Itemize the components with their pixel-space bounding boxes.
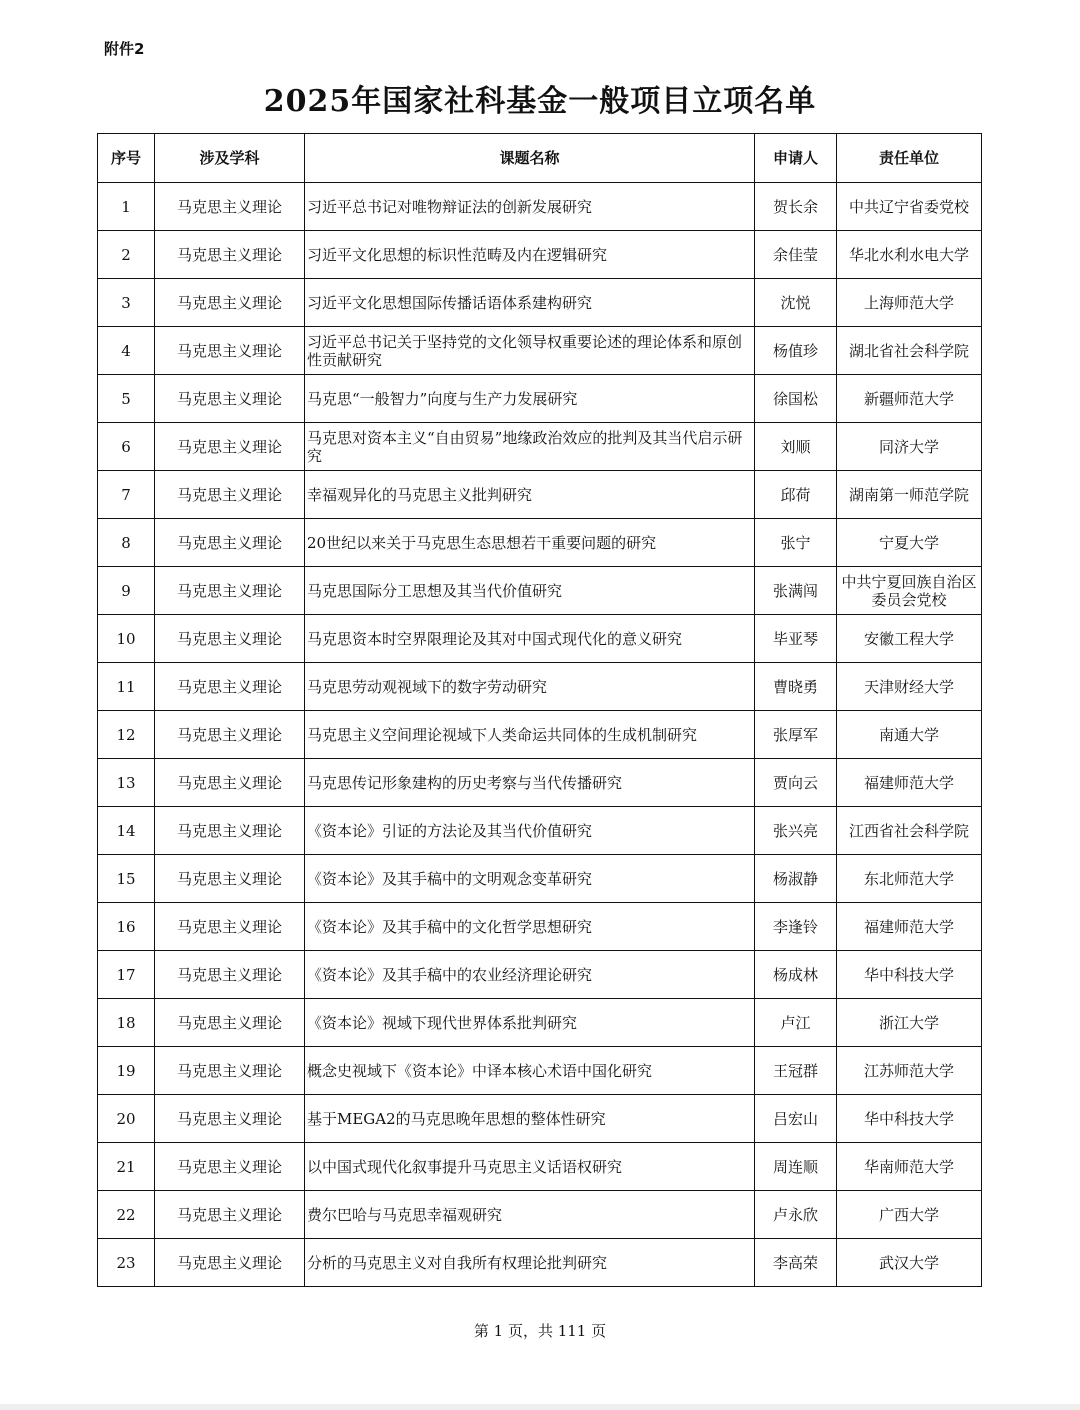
row-topic: 马克思国际分工思想及其当代价值研究 xyxy=(305,567,755,615)
row-applicant: 李逢铃 xyxy=(755,903,837,951)
row-institution: 湖南第一师范学院 xyxy=(837,471,982,519)
row-index: 11 xyxy=(98,663,155,711)
table-row xyxy=(98,1191,982,1239)
row-applicant: 张满闯 xyxy=(755,567,837,615)
row-institution: 东北师范大学 xyxy=(837,855,982,903)
row-index: 8 xyxy=(98,519,155,567)
table-row xyxy=(98,807,982,855)
row-topic: 以中国式现代化叙事提升马克思主义话语权研究 xyxy=(305,1143,755,1191)
row-index: 21 xyxy=(98,1143,155,1191)
table-row xyxy=(98,327,982,375)
row-subject: 马克思主义理论 xyxy=(155,663,305,711)
row-subject: 马克思主义理论 xyxy=(155,1095,305,1143)
row-institution: 华南师范大学 xyxy=(837,1143,982,1191)
table-row xyxy=(98,855,982,903)
row-institution: 中共辽宁省委党校 xyxy=(837,183,982,231)
row-topic: 习近平文化思想国际传播话语体系建构研究 xyxy=(305,279,755,327)
row-subject: 马克思主义理论 xyxy=(155,759,305,807)
header-index: 序号 xyxy=(98,134,155,183)
row-institution: 武汉大学 xyxy=(837,1239,982,1287)
row-subject: 马克思主义理论 xyxy=(155,567,305,615)
table-row xyxy=(98,1239,982,1287)
row-topic: 马克思主义空间理论视域下人类命运共同体的生成机制研究 xyxy=(305,711,755,759)
row-topic: 20世纪以来关于马克思生态思想若干重要问题的研究 xyxy=(305,519,755,567)
row-institution: 宁夏大学 xyxy=(837,519,982,567)
row-applicant: 贺长余 xyxy=(755,183,837,231)
table-row xyxy=(98,1095,982,1143)
row-index: 1 xyxy=(98,183,155,231)
header-topic: 课题名称 xyxy=(305,134,755,183)
row-subject: 马克思主义理论 xyxy=(155,183,305,231)
table-row xyxy=(98,1047,982,1095)
row-institution: 福建师范大学 xyxy=(837,903,982,951)
row-applicant: 吕宏山 xyxy=(755,1095,837,1143)
row-subject: 马克思主义理论 xyxy=(155,231,305,279)
page-footer: 第 1 页，共 111 页 xyxy=(473,1322,607,1340)
row-topic: 《资本论》及其手稿中的农业经济理论研究 xyxy=(305,951,755,999)
row-index: 19 xyxy=(98,1047,155,1095)
table-row xyxy=(98,231,982,279)
row-applicant: 杨成林 xyxy=(755,951,837,999)
row-institution: 浙江大学 xyxy=(837,999,982,1047)
row-institution: 新疆师范大学 xyxy=(837,375,982,423)
table-row xyxy=(98,615,982,663)
row-institution: 上海师范大学 xyxy=(837,279,982,327)
row-institution: 江苏师范大学 xyxy=(837,1047,982,1095)
table-row xyxy=(98,663,982,711)
row-topic: 习近平总书记关于坚持党的文化领导权重要论述的理论体系和原创性贡献研究 xyxy=(305,327,755,375)
table-row xyxy=(98,903,982,951)
row-topic: 《资本论》视域下现代世界体系批判研究 xyxy=(305,999,755,1047)
row-subject: 马克思主义理论 xyxy=(155,327,305,375)
row-institution: 同济大学 xyxy=(837,423,982,471)
row-topic: 基于MEGA2的马克思晚年思想的整体性研究 xyxy=(305,1095,755,1143)
row-topic: 费尔巴哈与马克思幸福观研究 xyxy=(305,1191,755,1239)
row-index: 5 xyxy=(98,375,155,423)
table-body xyxy=(98,183,982,1287)
row-institution: 江西省社会科学院 xyxy=(837,807,982,855)
table-row xyxy=(98,471,982,519)
row-subject: 马克思主义理论 xyxy=(155,1239,305,1287)
row-index: 13 xyxy=(98,759,155,807)
row-institution: 华中科技大学 xyxy=(837,951,982,999)
row-topic: 分析的马克思主义对自我所有权理论批判研究 xyxy=(305,1239,755,1287)
table-row xyxy=(98,759,982,807)
table-row xyxy=(98,519,982,567)
header-applicant: 申请人 xyxy=(755,134,837,183)
row-institution: 福建师范大学 xyxy=(837,759,982,807)
row-applicant: 张宁 xyxy=(755,519,837,567)
row-applicant: 徐国松 xyxy=(755,375,837,423)
row-subject: 马克思主义理论 xyxy=(155,807,305,855)
row-applicant: 刘顺 xyxy=(755,423,837,471)
row-applicant: 杨值珍 xyxy=(755,327,837,375)
row-applicant: 张厚军 xyxy=(755,711,837,759)
row-subject: 马克思主义理论 xyxy=(155,855,305,903)
row-topic: 马克思传记形象建构的历史考察与当代传播研究 xyxy=(305,759,755,807)
row-subject: 马克思主义理论 xyxy=(155,519,305,567)
row-topic: 马克思对资本主义“自由贸易”地缘政治效应的批判及其当代启示研究 xyxy=(305,423,755,471)
row-applicant: 王冠群 xyxy=(755,1047,837,1095)
row-applicant: 李高荣 xyxy=(755,1239,837,1287)
row-index: 20 xyxy=(98,1095,155,1143)
row-topic: 概念史视域下《资本论》中译本核心术语中国化研究 xyxy=(305,1047,755,1095)
row-applicant: 邱荷 xyxy=(755,471,837,519)
row-institution: 湖北省社会科学院 xyxy=(837,327,982,375)
table-row xyxy=(98,711,982,759)
document-title: 2025年国家社科基金一般项目立项名单 xyxy=(263,84,817,119)
header-institution: 责任单位 xyxy=(837,134,982,183)
row-subject: 马克思主义理论 xyxy=(155,1047,305,1095)
row-institution: 安徽工程大学 xyxy=(837,615,982,663)
row-applicant: 毕亚琴 xyxy=(755,615,837,663)
table-row xyxy=(98,567,982,615)
table-row xyxy=(98,183,982,231)
row-topic: 习近平文化思想的标识性范畴及内在逻辑研究 xyxy=(305,231,755,279)
row-institution: 南通大学 xyxy=(837,711,982,759)
header-subject: 涉及学科 xyxy=(155,134,305,183)
row-index: 9 xyxy=(98,567,155,615)
row-topic: 马克思“一般智力”向度与生产力发展研究 xyxy=(305,375,755,423)
table-row xyxy=(98,279,982,327)
table-row xyxy=(98,999,982,1047)
row-index: 10 xyxy=(98,615,155,663)
row-subject: 马克思主义理论 xyxy=(155,711,305,759)
row-applicant: 卢永欣 xyxy=(755,1191,837,1239)
table-row xyxy=(98,375,982,423)
row-institution: 天津财经大学 xyxy=(837,663,982,711)
row-applicant: 周连顺 xyxy=(755,1143,837,1191)
row-index: 6 xyxy=(98,423,155,471)
row-institution: 华北水利水电大学 xyxy=(837,231,982,279)
row-applicant: 余佳莹 xyxy=(755,231,837,279)
row-index: 12 xyxy=(98,711,155,759)
project-list-table xyxy=(97,133,982,1287)
row-subject: 马克思主义理论 xyxy=(155,471,305,519)
row-index: 7 xyxy=(98,471,155,519)
row-applicant: 张兴亮 xyxy=(755,807,837,855)
row-index: 15 xyxy=(98,855,155,903)
row-subject: 马克思主义理论 xyxy=(155,279,305,327)
row-institution: 广西大学 xyxy=(837,1191,982,1239)
row-subject: 马克思主义理论 xyxy=(155,1143,305,1191)
row-index: 23 xyxy=(98,1239,155,1287)
row-applicant: 曹晓勇 xyxy=(755,663,837,711)
row-subject: 马克思主义理论 xyxy=(155,999,305,1047)
row-subject: 马克思主义理论 xyxy=(155,615,305,663)
row-applicant: 沈悦 xyxy=(755,279,837,327)
row-institution: 华中科技大学 xyxy=(837,1095,982,1143)
row-index: 2 xyxy=(98,231,155,279)
row-index: 22 xyxy=(98,1191,155,1239)
bottom-strip xyxy=(0,1404,1080,1410)
attachment-label: 附件2 xyxy=(104,40,145,58)
row-subject: 马克思主义理论 xyxy=(155,951,305,999)
table-row xyxy=(98,423,982,471)
row-subject: 马克思主义理论 xyxy=(155,375,305,423)
row-index: 14 xyxy=(98,807,155,855)
row-subject: 马克思主义理论 xyxy=(155,423,305,471)
row-topic: 《资本论》引证的方法论及其当代价值研究 xyxy=(305,807,755,855)
row-index: 4 xyxy=(98,327,155,375)
row-topic: 马克思资本时空界限理论及其对中国式现代化的意义研究 xyxy=(305,615,755,663)
row-index: 16 xyxy=(98,903,155,951)
table-row xyxy=(98,951,982,999)
row-topic: 《资本论》及其手稿中的文化哲学思想研究 xyxy=(305,903,755,951)
row-topic: 马克思劳动观视域下的数字劳动研究 xyxy=(305,663,755,711)
table-header-row xyxy=(98,134,982,183)
row-topic: 《资本论》及其手稿中的文明观念变革研究 xyxy=(305,855,755,903)
row-applicant: 贾向云 xyxy=(755,759,837,807)
row-index: 18 xyxy=(98,999,155,1047)
row-subject: 马克思主义理论 xyxy=(155,903,305,951)
row-subject: 马克思主义理论 xyxy=(155,1191,305,1239)
row-topic: 习近平总书记对唯物辩证法的创新发展研究 xyxy=(305,183,755,231)
table-row xyxy=(98,1143,982,1191)
row-index: 17 xyxy=(98,951,155,999)
row-applicant: 卢江 xyxy=(755,999,837,1047)
row-index: 3 xyxy=(98,279,155,327)
row-topic: 幸福观异化的马克思主义批判研究 xyxy=(305,471,755,519)
row-applicant: 杨淑静 xyxy=(755,855,837,903)
row-institution: 中共宁夏回族自治区委员会党校 xyxy=(837,567,982,615)
